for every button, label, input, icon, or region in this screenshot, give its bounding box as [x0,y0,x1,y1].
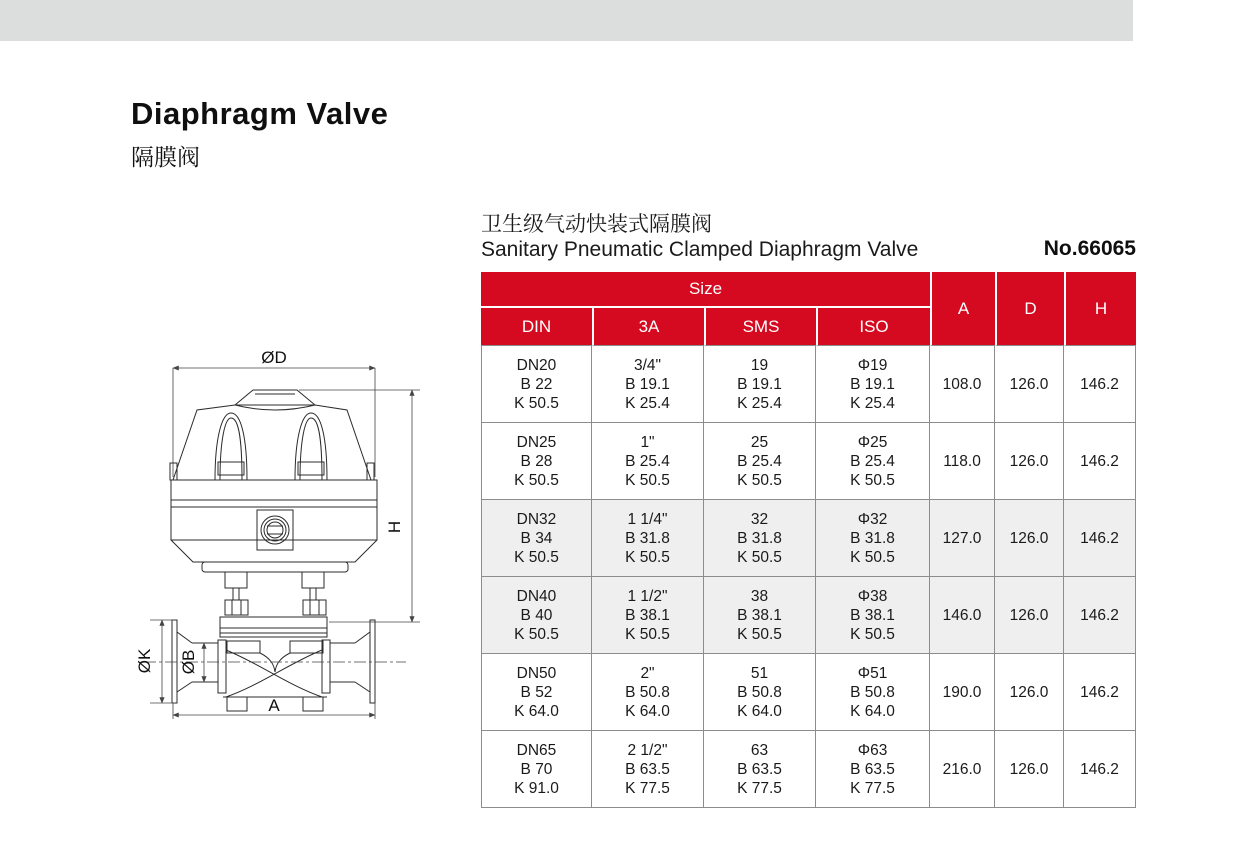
col-header-sms: SMS [704,308,816,346]
dim-label-ob: ØB [179,649,198,675]
3a-cell: 1 1/4" B 31.8 K 50.5 [592,500,704,577]
dim-a-cell: 108.0 [930,346,995,423]
din-cell: DN20 B 22 K 50.5 [481,346,592,423]
iso-cell: Φ38 B 38.1 K 50.5 [816,577,930,654]
table-row [481,577,1136,654]
table-row [481,654,1136,731]
iso-cell: Φ19 B 19.1 K 25.4 [816,346,930,423]
table-row [481,423,1136,500]
col-header-din: DIN [481,308,592,346]
product-title-zh: 卫生级气动快装式隔膜阀 [481,213,712,236]
3a-cell: 2" B 50.8 K 64.0 [592,654,704,731]
dim-h-cell: 146.2 [1064,577,1136,654]
din-cell: DN32 B 34 K 50.5 [481,500,592,577]
dim-a-cell: 216.0 [930,731,995,808]
model-number: No.66065 [1043,237,1136,260]
iso-cell: Φ25 B 25.4 K 50.5 [816,423,930,500]
dim-h-cell: 146.2 [1064,423,1136,500]
iso-cell: Φ63 B 63.5 K 77.5 [816,731,930,808]
product-title-en: Sanitary Pneumatic Clamped Diaphragm Valve [481,238,919,261]
spec-table-body [481,346,1136,808]
sms-cell: 38 B 38.1 K 50.5 [704,577,816,654]
col-header-h: H [1064,272,1136,346]
size-header: Size [481,272,930,308]
page-title: Diaphragm Valve [131,96,389,131]
dim-d-cell: 126.0 [995,500,1064,577]
top-banner [0,0,1133,41]
dim-h-cell: 146.2 [1064,654,1136,731]
title-block [131,96,388,172]
valve-technical-drawing [128,345,458,737]
col-header-d: D [995,272,1064,346]
page-subtitle: 隔膜阀 [131,144,200,170]
dim-label-h: H [385,520,404,534]
3a-cell: 1 1/2" B 38.1 K 50.5 [592,577,704,654]
dim-d-cell: 126.0 [995,346,1064,423]
dim-a-cell: 190.0 [930,654,995,731]
table-row [481,731,1136,808]
dim-a-cell: 146.0 [930,577,995,654]
dim-a-cell: 127.0 [930,500,995,577]
din-cell: DN65 B 70 K 91.0 [481,731,592,808]
iso-cell: Φ32 B 31.8 K 50.5 [816,500,930,577]
din-cell: DN25 B 28 K 50.5 [481,423,592,500]
3a-cell: 3/4" B 19.1 K 25.4 [592,346,704,423]
dim-h-cell: 146.2 [1064,731,1136,808]
table-row [481,346,1136,423]
dim-d-cell: 126.0 [995,654,1064,731]
3a-cell: 1" B 25.4 K 50.5 [592,423,704,500]
sms-cell: 25 B 25.4 K 50.5 [704,423,816,500]
dim-a-cell: 118.0 [930,423,995,500]
dim-h-cell: 146.2 [1064,346,1136,423]
col-header-a: A [930,272,995,346]
spec-table [481,272,1136,808]
dim-d-cell: 126.0 [995,577,1064,654]
table-row [481,500,1136,577]
din-cell: DN50 B 52 K 64.0 [481,654,592,731]
dim-d-cell: 126.0 [995,423,1064,500]
din-cell: DN40 B 40 K 50.5 [481,577,592,654]
col-header-iso: ISO [816,308,930,346]
sms-cell: 32 B 31.8 K 50.5 [704,500,816,577]
3a-cell: 2 1/2" B 63.5 K 77.5 [592,731,704,808]
dim-label-ok: ØK [135,648,154,674]
dim-d-cell: 126.0 [995,731,1064,808]
dim-h-cell: 146.2 [1064,500,1136,577]
sms-cell: 51 B 50.8 K 64.0 [704,654,816,731]
sms-cell: 19 B 19.1 K 25.4 [704,346,816,423]
dim-label-a: A [268,696,280,715]
col-header-3a: 3A [592,308,704,346]
iso-cell: Φ51 B 50.8 K 64.0 [816,654,930,731]
sms-cell: 63 B 63.5 K 77.5 [704,731,816,808]
dim-label-od: ØD [261,348,287,367]
